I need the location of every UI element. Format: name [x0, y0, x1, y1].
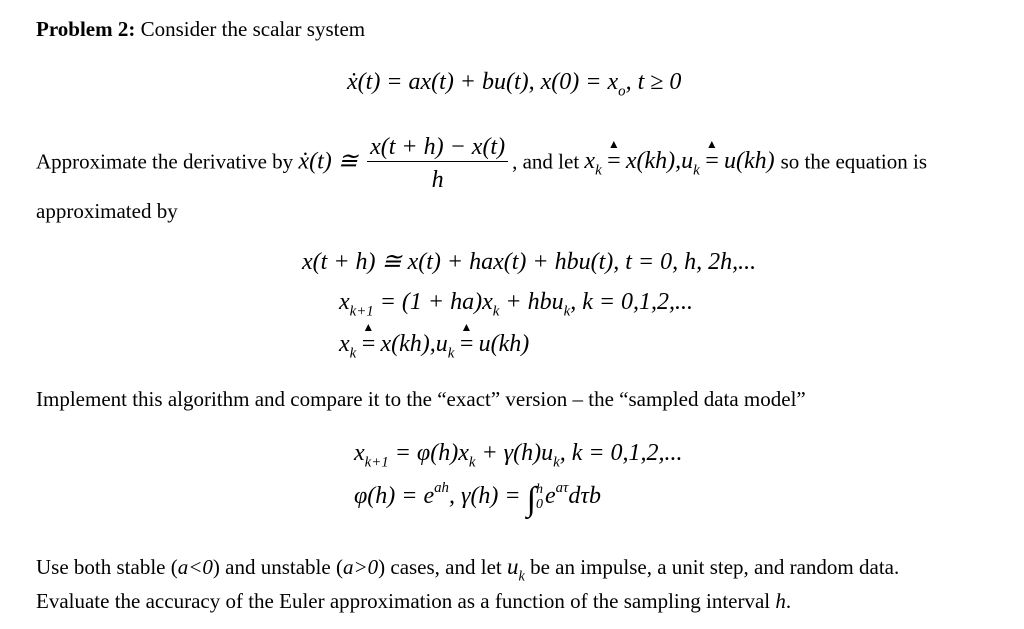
exact-eq-1: $x_{k+1} = \varphi(h)x_k + \gamma(h)u_k$, k = 0,1,2,...	[354, 440, 683, 471]
use-both-4: be an impulse, a unit step, and random data.	[530, 555, 900, 579]
system-equation-text: ẋ(t) = ax(t) + bu(t), $x(0) = x_o$, t ≥ 0	[347, 69, 682, 100]
approx-tail: , and let	[512, 149, 580, 174]
approx-numerator: x(t + h) − x(t)	[367, 135, 508, 162]
approx-denominator: h	[431, 167, 444, 193]
problem-heading-line	[36, 19, 365, 40]
approx-lhs: ẋ(t) ≅	[298, 148, 358, 175]
approx-fraction	[367, 135, 508, 192]
use-both-1: Use both stable (	[36, 555, 178, 579]
use-both-line	[36, 554, 900, 585]
input-symbol: $u_k$	[507, 554, 525, 585]
euler-eq-2: $x_{k+1} = (1 + ha)x_k + hbu_k$, k = 0,1,2,...	[339, 289, 694, 320]
system-equation	[347, 69, 682, 100]
approx-line	[36, 135, 927, 192]
use-both-2: ) and unstable (	[212, 555, 343, 579]
approximated-by: approximated by	[36, 199, 178, 223]
use-both-3: ) cases, and let	[378, 555, 502, 579]
exact-eq-2: $\varphi(h) = e^{ah}$, γ(h) = ∫ h 0 $e^{a\tau}d\tau b$	[354, 479, 601, 518]
problem-label: Problem 2:	[36, 17, 136, 41]
evaluate-line	[36, 591, 791, 612]
evaluate-var: h	[775, 589, 786, 613]
implement-text: Implement this algorithm and compare it to the “exact” version – the “sampled data model”	[36, 387, 806, 411]
approx-tail2: so the equation is	[780, 149, 928, 174]
euler-eq-3: $x_k$ = ▲ $x(kh),u_k$ = ▲ u(kh)	[339, 320, 530, 362]
evaluate-text: Evaluate the accuracy of the Euler approximation as a function of the sampling interval	[36, 589, 771, 613]
euler-eq-1: x(t + h) ≅ x(t) + hax(t) + hbu(t), t = 0, h, 2h,...	[302, 249, 757, 275]
integral-sign: ∫	[526, 480, 536, 518]
problem-intro: Consider the scalar system	[140, 17, 366, 41]
approx-label: Approximate the derivative by	[36, 149, 294, 174]
integral-limits: h 0	[535, 482, 543, 513]
evaluate-end: .	[785, 589, 792, 613]
stable-condition: a<0	[177, 555, 213, 579]
unstable-condition: a>0	[342, 555, 379, 579]
sampling-def-inline: $x_k$ = ▲ $x(kh),u_k$ = ▲ u(kh)	[584, 137, 781, 179]
